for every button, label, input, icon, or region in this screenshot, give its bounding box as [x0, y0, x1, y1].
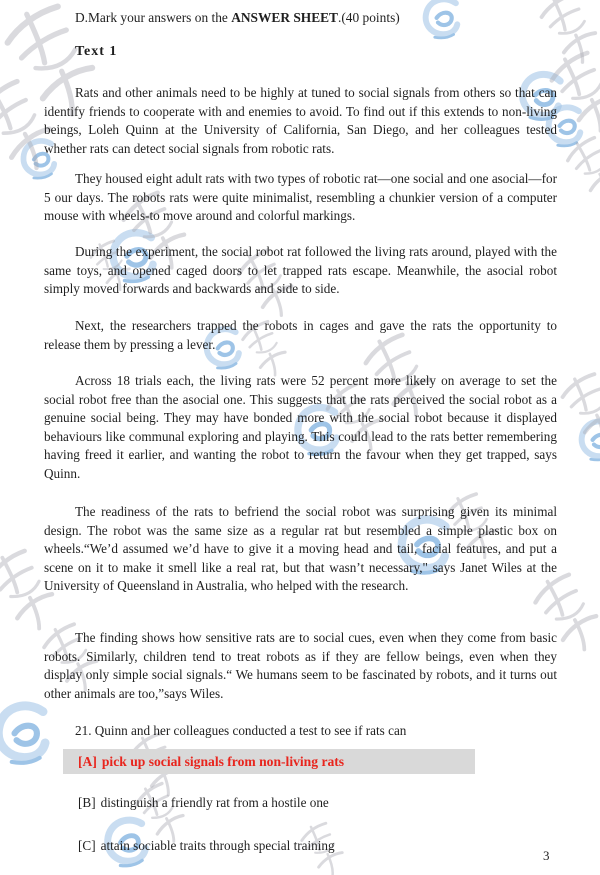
passage-paragraph-4: Next, the researchers trapped the robots in cages and gave the rats the opportunity to release them by pressing a lever. — [44, 318, 557, 352]
section-title: Text 1 — [75, 44, 118, 59]
question-21-option-a[interactable] — [63, 749, 475, 774]
instruction-line — [75, 9, 575, 26]
page-number: 3 — [543, 848, 550, 863]
instruction-suffix: .(40 points) — [338, 10, 400, 25]
passage-paragraph-6: The readiness of the rats to befriend the social robot was surprising given its minimal design. The robot was the same size as a regular rat but resembled a simple plastic box on wheels.“We’d assumed we’d have to give it a moving head and tail, facial features, and put a scene on it to make it smell like a real rat, but that wasn’t necessary," says Janet Wiles at the University of Queensland in Australia, who helped with the research. — [44, 504, 557, 594]
passage-paragraph-7: The finding shows how sensitive rats are to social cues, even when they come from basic robots. Similarly, children tend to treat robots as if they are fellow beings, even when they display only simple social signals.“ We humans seem to be fascinated by robots, and it turns out other animals are too,”says Wiles. — [44, 630, 557, 701]
passage-paragraph-5: Across 18 trials each, the living rats were 52 percent more likely on average to set the social robot free than the asocial one. This suggests that the rats perceived the social robot as a genuine social being. They may have bonded more with the social robot because it displayed behaviours like communal exploring and playing. This could lead to the rats better remembering having freed it earlier, and wanting the robot to return the favour when they get trapped, says Quinn. — [44, 373, 557, 481]
option-c-label: [C] — [78, 838, 96, 853]
option-a-label: [A] — [78, 754, 97, 769]
instruction-prefix: D.Mark your answers on the — [75, 10, 232, 25]
option-b-text: distinguish a friendly rat from a hostile one — [100, 795, 329, 810]
instruction-bold: ANSWER SHEET — [231, 10, 338, 25]
option-b-label: [B] — [78, 795, 96, 810]
option-a-text: pick up social signals from non-living rats — [101, 754, 345, 769]
passage-paragraph-2: They housed eight adult rats with two types of robotic rat—one social and one asocial—for 5 our days. The robots rats were quite minimalist, resembling a chunkier version of a computer mouse with wheels-to move around and colorful markings. — [44, 171, 557, 224]
question-21-stem: 21. Quinn and her colleagues conducted a test to see if rats can — [75, 723, 407, 738]
question-21-option-c[interactable] — [78, 836, 335, 855]
passage-paragraph-1: Rats and other animals need to be highly at tuned to social signals from others so that can identify friends to cooperate with and enemies to avoid. To find out if this extends to non-living beings, Loleh Quinn at the University of California, San Diego, and her colleagues tested whether rats can detect social signals from robotic rats. — [44, 85, 557, 156]
passage-paragraph-3: During the experiment, the social robot rat followed the living rats around, played with the same toys, and opened caged doors to let trapped rats escape. Meanwhile, the asocial robot simply moved forwards and backwards and side to side. — [44, 244, 557, 297]
question-21-option-b[interactable] — [78, 793, 329, 812]
option-c-text: attain sociable traits through special training — [100, 838, 335, 853]
